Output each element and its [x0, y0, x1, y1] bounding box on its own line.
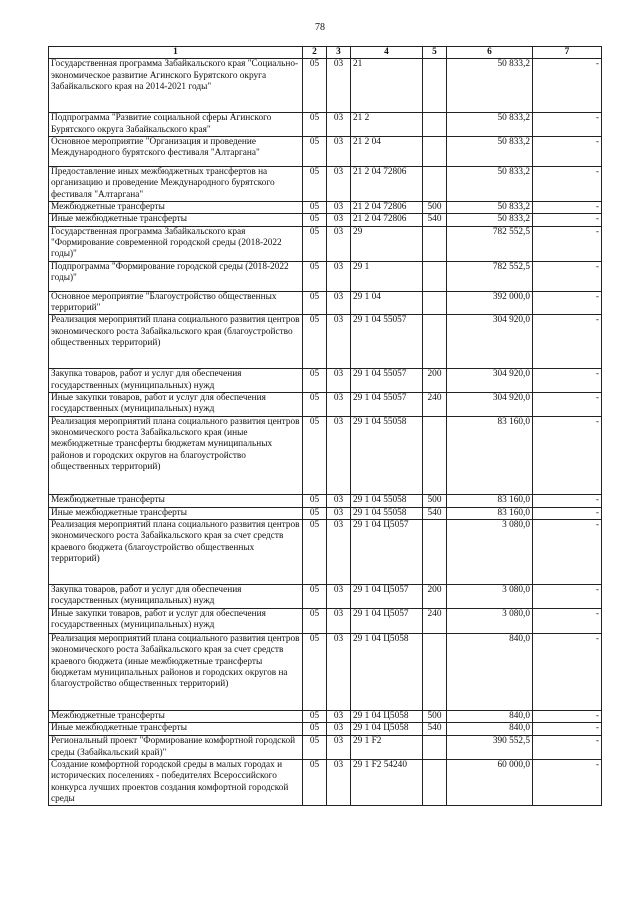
row-c7-cell: - [533, 59, 602, 113]
row-c7-cell: - [533, 201, 602, 213]
row-c4-cell: 21 2 04 [351, 136, 423, 166]
row-name-cell: Иные межбюджетные трансферты [49, 723, 303, 736]
table-row [49, 291, 602, 315]
table-row [49, 315, 602, 369]
row-c6-cell: 304 920,0 [447, 392, 533, 416]
row-name-cell: Межбюджетные трансферты [49, 710, 303, 722]
row-c2-cell: 05 [303, 291, 327, 315]
row-c6-cell: 3 080,0 [447, 584, 533, 608]
row-c3-cell: 03 [327, 633, 351, 710]
row-name-cell: Реализация мероприятий плана социального развития центров экономического роста Забайкальского края за счет средств краевого бюджета (иные межбюджетные трансферты бюджетам муниципальных районов и городских округов на благоустройство общественных территорий) [49, 633, 303, 710]
row-c5-cell [423, 291, 447, 315]
table-row [49, 166, 602, 201]
header-col-5: 5 [423, 47, 447, 59]
table-row [49, 584, 602, 608]
row-c2-cell: 05 [303, 59, 327, 113]
row-name-cell: Предоставление иных межбюджетных трансфертов на организацию и проведение Международного бурятского фестиваля "Алтаргана" [49, 166, 303, 201]
page-number: 78 [315, 22, 325, 33]
row-c5-cell: 540 [423, 723, 447, 736]
row-c3-cell: 03 [327, 214, 351, 226]
row-c7-cell: - [533, 633, 602, 710]
row-name-cell: Межбюджетные трансферты [49, 201, 303, 213]
row-c4-cell: 29 1 F2 [351, 736, 423, 760]
row-c7-cell: - [533, 494, 602, 507]
row-name-cell: Государственная программа Забайкальского края "Формирование современной городской среды (2018-2022 годы)" [49, 226, 303, 261]
row-c5-cell: 540 [423, 214, 447, 226]
row-c2-cell: 05 [303, 736, 327, 760]
row-c2-cell: 05 [303, 416, 327, 494]
row-c6-cell: 50 833,2 [447, 59, 533, 113]
row-c5-cell [423, 261, 447, 291]
row-c4-cell: 21 [351, 59, 423, 113]
row-c3-cell: 03 [327, 723, 351, 736]
row-c4-cell: 21 2 04 72806 [351, 166, 423, 201]
row-c5-cell [423, 633, 447, 710]
table-row [49, 392, 602, 416]
row-c3-cell: 03 [327, 392, 351, 416]
row-c3-cell: 03 [327, 201, 351, 213]
row-c2-cell: 05 [303, 201, 327, 213]
row-c6-cell: 50 833,2 [447, 214, 533, 226]
table-row [49, 723, 602, 736]
row-c2-cell: 05 [303, 633, 327, 710]
row-c4-cell: 21 2 04 72806 [351, 201, 423, 213]
table-row [49, 736, 602, 760]
table-row [49, 519, 602, 584]
row-c6-cell: 3 080,0 [447, 608, 533, 633]
row-c3-cell: 03 [327, 261, 351, 291]
row-c4-cell: 29 1 04 Ц5057 [351, 584, 423, 608]
row-c5-cell [423, 315, 447, 369]
row-name-cell: Реализация мероприятий плана социального развития центров экономического роста Забайкальского края (иные межбюджетные трансферты бюджетам муниципальных районов и городских округов на благоустройство общественных территорий) [49, 416, 303, 494]
row-c3-cell: 03 [327, 369, 351, 393]
table-row [49, 261, 602, 291]
row-c7-cell: - [533, 584, 602, 608]
row-c3-cell: 03 [327, 113, 351, 137]
row-name-cell: Подпрограмма "Формирование городской среды (2018-2022 годы)" [49, 261, 303, 291]
row-c3-cell: 03 [327, 226, 351, 261]
table-row [49, 201, 602, 213]
row-c5-cell: 500 [423, 201, 447, 213]
row-c5-cell: 500 [423, 494, 447, 507]
row-c7-cell: - [533, 261, 602, 291]
header-col-6: 6 [447, 47, 533, 59]
row-c5-cell [423, 519, 447, 584]
row-c3-cell: 03 [327, 519, 351, 584]
row-c5-cell [423, 136, 447, 166]
row-c7-cell: - [533, 226, 602, 261]
row-c3-cell: 03 [327, 136, 351, 166]
row-c6-cell: 83 160,0 [447, 494, 533, 507]
header-col-3: 3 [327, 47, 351, 59]
row-c7-cell: - [533, 507, 602, 519]
row-c5-cell: 240 [423, 608, 447, 633]
row-c4-cell: 21 2 [351, 113, 423, 137]
row-c5-cell: 200 [423, 369, 447, 393]
row-c4-cell: 29 1 04 55058 [351, 494, 423, 507]
row-c6-cell: 60 000,0 [447, 759, 533, 805]
row-c4-cell: 29 1 04 55058 [351, 507, 423, 519]
row-c6-cell: 392 000,0 [447, 291, 533, 315]
row-c4-cell: 29 1 04 Ц5057 [351, 519, 423, 584]
row-name-cell: Межбюджетные трансферты [49, 494, 303, 507]
row-name-cell: Иные закупки товаров, работ и услуг для обеспечения государственных (муниципальных) нужд [49, 608, 303, 633]
row-name-cell: Основное мероприятие "Организация и проведение Международного бурятского фестиваля "Алтаргана" [49, 136, 303, 166]
row-c7-cell: - [533, 608, 602, 633]
row-name-cell: Реализация мероприятий плана социального развития центров экономического роста Забайкальского края за счет средств краевого бюджета (благоустройство общественных территорий) [49, 519, 303, 584]
row-c5-cell [423, 59, 447, 113]
row-name-cell: Региональный проект "Формирование комфортной городской среды (Забайкальский край)" [49, 736, 303, 760]
row-c2-cell: 05 [303, 494, 327, 507]
row-name-cell: Иные межбюджетные трансферты [49, 214, 303, 226]
row-name-cell: Закупка товаров, работ и услуг для обеспечения государственных (муниципальных) нужд [49, 369, 303, 393]
row-c4-cell: 29 1 04 Ц5057 [351, 608, 423, 633]
row-c7-cell: - [533, 166, 602, 201]
table-row [49, 608, 602, 633]
row-c6-cell: 304 920,0 [447, 315, 533, 369]
table-row [49, 507, 602, 519]
row-c2-cell: 05 [303, 369, 327, 393]
row-c7-cell: - [533, 723, 602, 736]
row-c7-cell: - [533, 369, 602, 393]
row-c3-cell: 03 [327, 59, 351, 113]
row-name-cell: Государственная программа Забайкальского края "Социально-экономическое развитие Агинского Бурятского округа Забайкальского края на 2014-2021 годы" [49, 59, 303, 113]
row-name-cell: Основное мероприятие "Благоустройство общественных территорий" [49, 291, 303, 315]
row-c5-cell [423, 166, 447, 201]
row-c6-cell: 50 833,2 [447, 136, 533, 166]
table-row [49, 710, 602, 722]
row-c4-cell: 29 1 04 Ц5058 [351, 633, 423, 710]
row-c4-cell: 29 1 04 [351, 291, 423, 315]
table-row [49, 136, 602, 166]
row-c3-cell: 03 [327, 736, 351, 760]
row-c6-cell: 782 552,5 [447, 261, 533, 291]
header-col-2: 2 [303, 47, 327, 59]
row-c7-cell: - [533, 710, 602, 722]
row-c4-cell: 29 1 F2 54240 [351, 759, 423, 805]
row-c7-cell: - [533, 392, 602, 416]
row-c7-cell: - [533, 315, 602, 369]
row-c5-cell [423, 113, 447, 137]
table-row [49, 113, 602, 137]
header-col-4: 4 [351, 47, 423, 59]
header-col-1: 1 [49, 47, 303, 59]
row-c2-cell: 05 [303, 113, 327, 137]
row-c5-cell: 200 [423, 584, 447, 608]
table-row [49, 369, 602, 393]
row-c6-cell: 50 833,2 [447, 166, 533, 201]
row-c6-cell: 840,0 [447, 723, 533, 736]
row-c4-cell: 29 1 04 55058 [351, 416, 423, 494]
row-c3-cell: 03 [327, 759, 351, 805]
row-c7-cell: - [533, 759, 602, 805]
table-row [49, 416, 602, 494]
row-c7-cell: - [533, 736, 602, 760]
row-c2-cell: 05 [303, 261, 327, 291]
row-c2-cell: 05 [303, 584, 327, 608]
header-row [49, 47, 602, 59]
row-c2-cell: 05 [303, 507, 327, 519]
row-name-cell: Подпрограмма "Развитие социальной сферы Агинского Бурятского округа Забайкальского края" [49, 113, 303, 137]
row-c2-cell: 05 [303, 723, 327, 736]
row-c4-cell: 29 1 04 Ц5058 [351, 723, 423, 736]
row-c3-cell: 03 [327, 315, 351, 369]
row-c6-cell: 50 833,2 [447, 201, 533, 213]
row-c5-cell [423, 416, 447, 494]
table-row [49, 214, 602, 226]
row-c5-cell: 240 [423, 392, 447, 416]
row-c4-cell: 29 1 04 Ц5058 [351, 710, 423, 722]
row-c6-cell: 3 080,0 [447, 519, 533, 584]
row-c2-cell: 05 [303, 710, 327, 722]
row-c2-cell: 05 [303, 392, 327, 416]
row-c7-cell: - [533, 113, 602, 137]
row-name-cell: Закупка товаров, работ и услуг для обеспечения государственных (муниципальных) нужд [49, 584, 303, 608]
row-c3-cell: 03 [327, 416, 351, 494]
row-c5-cell [423, 226, 447, 261]
row-c2-cell: 05 [303, 315, 327, 369]
row-c7-cell: - [533, 519, 602, 584]
row-c5-cell [423, 736, 447, 760]
row-c4-cell: 21 2 04 72806 [351, 214, 423, 226]
row-c2-cell: 05 [303, 759, 327, 805]
row-c3-cell: 03 [327, 608, 351, 633]
table-body [49, 59, 602, 806]
row-c5-cell [423, 759, 447, 805]
row-c6-cell: 840,0 [447, 710, 533, 722]
table-row [49, 59, 602, 113]
table-row [49, 226, 602, 261]
table-row [49, 759, 602, 805]
row-c3-cell: 03 [327, 494, 351, 507]
row-c7-cell: - [533, 416, 602, 494]
row-c6-cell: 782 552,5 [447, 226, 533, 261]
budget-table [48, 46, 602, 806]
row-c6-cell: 304 920,0 [447, 369, 533, 393]
row-c5-cell: 540 [423, 507, 447, 519]
row-name-cell: Реализация мероприятий плана социального развития центров экономического роста Забайкальского края (благоустройство общественных территорий) [49, 315, 303, 369]
row-c4-cell: 29 1 04 55057 [351, 315, 423, 369]
header-col-7: 7 [533, 47, 602, 59]
row-c5-cell: 500 [423, 710, 447, 722]
row-c6-cell: 83 160,0 [447, 507, 533, 519]
row-c2-cell: 05 [303, 519, 327, 584]
row-c2-cell: 05 [303, 608, 327, 633]
row-name-cell: Иные закупки товаров, работ и услуг для обеспечения государственных (муниципальных) нужд [49, 392, 303, 416]
row-c3-cell: 03 [327, 584, 351, 608]
row-c2-cell: 05 [303, 226, 327, 261]
row-c4-cell: 29 1 [351, 261, 423, 291]
row-c6-cell: 840,0 [447, 633, 533, 710]
row-c3-cell: 03 [327, 291, 351, 315]
row-c7-cell: - [533, 136, 602, 166]
row-c7-cell: - [533, 291, 602, 315]
row-name-cell: Создание комфортной городской среды в малых городах и исторических поселениях - победителях Всероссийского конкурса лучших проектов создания комфортной городской среды [49, 759, 303, 805]
row-c6-cell: 83 160,0 [447, 416, 533, 494]
row-c3-cell: 03 [327, 507, 351, 519]
row-c4-cell: 29 1 04 55057 [351, 392, 423, 416]
row-name-cell: Иные межбюджетные трансферты [49, 507, 303, 519]
row-c4-cell: 29 [351, 226, 423, 261]
row-c7-cell: - [533, 214, 602, 226]
row-c6-cell: 50 833,2 [447, 113, 533, 137]
table-row [49, 494, 602, 507]
row-c6-cell: 390 552,5 [447, 736, 533, 760]
row-c2-cell: 05 [303, 136, 327, 166]
table-row [49, 633, 602, 710]
row-c4-cell: 29 1 04 55057 [351, 369, 423, 393]
row-c2-cell: 05 [303, 214, 327, 226]
row-c2-cell: 05 [303, 166, 327, 201]
row-c3-cell: 03 [327, 710, 351, 722]
row-c3-cell: 03 [327, 166, 351, 201]
